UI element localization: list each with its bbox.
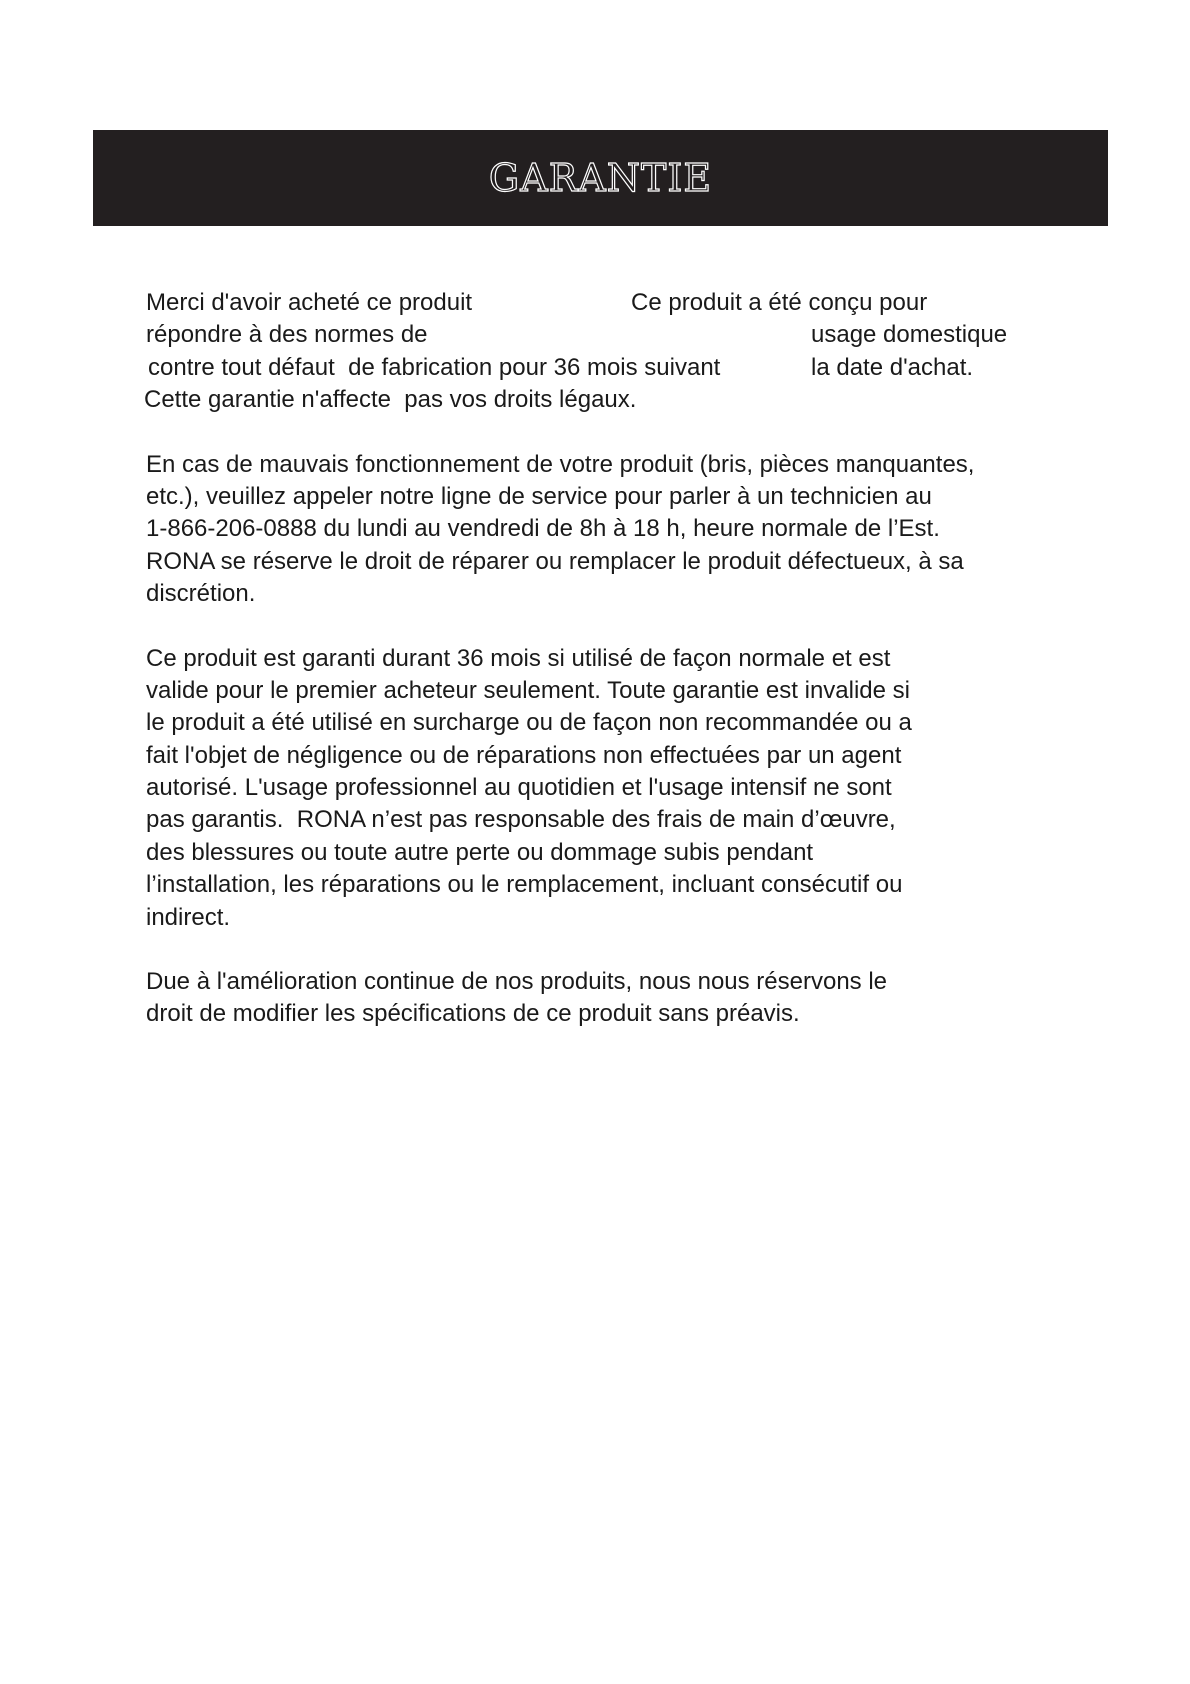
paragraph-line: l’installation, les réparations ou le remplacement, incluant consécutif ou — [146, 871, 903, 899]
paragraph-line: droit de modifier les spécifications de ce produit sans préavis. — [146, 1000, 800, 1028]
service-paragraph — [146, 449, 1086, 611]
coverage-paragraph — [146, 643, 1086, 935]
header-banner — [93, 130, 1108, 226]
intro-line-1-right: Ce produit a été conçu pour — [631, 289, 928, 316]
paragraph-line: discrétion. — [146, 580, 256, 608]
intro-paragraph — [146, 287, 1086, 417]
intro-line-3-left: contre tout défaut de fabrication pour 36 mois suivant — [148, 353, 721, 381]
paragraph-line: RONA se réserve le droit de réparer ou remplacer le produit défectueux, à sa — [146, 547, 964, 575]
intro-line-2-right: usage domestique — [811, 321, 1008, 349]
paragraph-line: etc.), veuillez appeler notre ligne de service pour parler à un technicien au — [146, 482, 932, 510]
intro-line-1-left: Merci d'avoir acheté ce produit — [146, 289, 473, 316]
intro-line-1 — [146, 287, 1086, 319]
paragraph-line: En cas de mauvais fonctionnement de votre produit (bris, pièces manquantes, — [146, 450, 975, 478]
intro-line-2 — [146, 319, 1086, 351]
warranty-body — [146, 287, 1086, 1063]
paragraph-line: des blessures ou toute autre perte ou dommage subis pendant — [146, 838, 814, 866]
intro-line-3 — [146, 352, 1086, 384]
paragraph-line: pas garantis. RONA n’est pas responsable des frais de main d’œuvre, — [146, 806, 896, 834]
intro-line-4-text: Cette garantie n'affecte pas vos droits légaux. — [144, 386, 637, 414]
paragraph-line: Due à l'amélioration continue de nos produits, nous nous réservons le — [146, 968, 888, 996]
changes-paragraph — [146, 966, 1086, 1031]
intro-line-2-left: répondre à des normes de — [146, 321, 428, 349]
paragraph-line: valide pour le premier acheteur seulement. Toute garantie est invalide si — [146, 676, 910, 704]
paragraph-line: indirect. — [146, 903, 231, 931]
paragraph-line: le produit a été utilisé en surcharge ou de façon non recommandée ou a — [146, 709, 912, 737]
paragraph-line: 1-866-206-0888 du lundi au vendredi de 8h à 18 h, heure normale de l’Est. — [146, 515, 940, 543]
paragraph-line: Ce produit est garanti durant 36 mois si utilisé de façon normale et est — [146, 644, 891, 672]
paragraph-line: fait l'objet de négligence ou de réparations non effectuées par un agent — [146, 741, 902, 769]
paragraph-line: autorisé. L'usage professionnel au quotidien et l'usage intensif ne sont — [146, 774, 892, 802]
intro-line-4 — [146, 384, 1086, 416]
intro-line-3-right: la date d'achat. — [811, 353, 974, 381]
page-title: GARANTIE — [488, 156, 713, 200]
